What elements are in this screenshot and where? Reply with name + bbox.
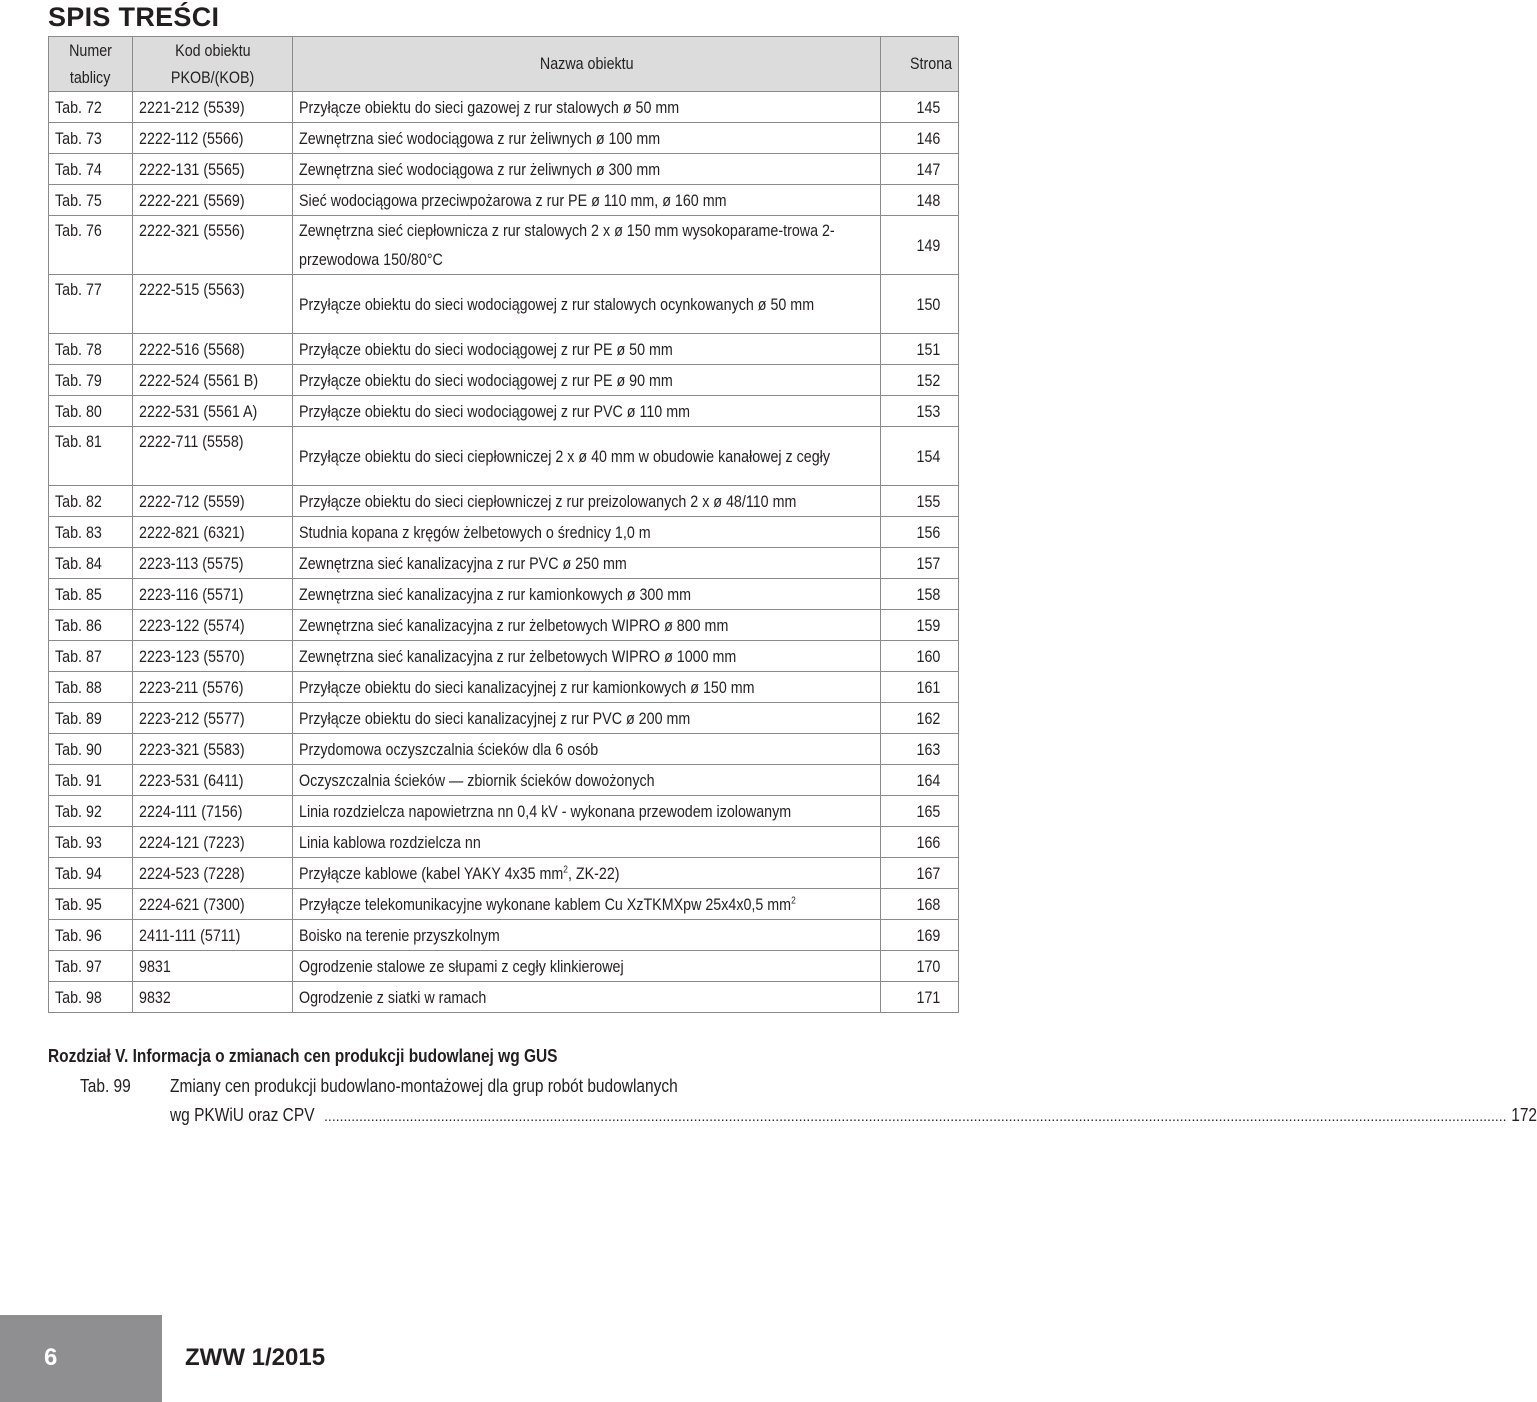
cell-kod: 2222-515 (5563) (133, 275, 293, 334)
table-row (49, 951, 959, 982)
cell-strona: 164 (881, 765, 959, 796)
cell-nazwa: Zewnętrzna sieć kanalizacyjna z rur żelbetowych WIPRO ø 800 mm (293, 610, 881, 641)
table-row (49, 641, 959, 672)
cell-nazwa: Zewnętrzna sieć wodociągowa z rur żeliwnych ø 100 mm (293, 123, 881, 154)
header-strona: Strona (881, 37, 959, 92)
cell-tab: Tab. 76 (49, 216, 133, 275)
cell-nazwa: Linia kablowa rozdzielcza nn (293, 827, 881, 858)
cell-nazwa: Przyłącze obiektu do sieci kanalizacyjnej z rur kamionkowych ø 150 mm (293, 672, 881, 703)
cell-strona: 145 (881, 92, 959, 123)
table-row (49, 610, 959, 641)
cell-kod: 2222-712 (5559) (133, 486, 293, 517)
table-row (49, 334, 959, 365)
cell-nazwa: Sieć wodociągowa przeciwpożarowa z rur PE ø 110 mm, ø 160 mm (293, 185, 881, 216)
cell-nazwa: Przydomowa oczyszczalnia ścieków dla 6 osób (293, 734, 881, 765)
cell-nazwa: Zewnętrzna sieć kanalizacyjna z rur PVC ø 250 mm (293, 548, 881, 579)
cell-strona: 147 (881, 154, 959, 185)
cell-nazwa: Zewnętrzna sieć kanalizacyjna z rur żelbetowych WIPRO ø 1000 mm (293, 641, 881, 672)
cell-tab: Tab. 81 (49, 427, 133, 486)
table-row (49, 920, 959, 951)
cell-strona: 159 (881, 610, 959, 641)
cell-strona: 170 (881, 951, 959, 982)
cell-kod: 2224-121 (7223) (133, 827, 293, 858)
cell-strona: 146 (881, 123, 959, 154)
cell-kod: 2223-113 (5575) (133, 548, 293, 579)
cell-kod: 2221-212 (5539) (133, 92, 293, 123)
table-row (49, 92, 959, 123)
cell-strona: 160 (881, 641, 959, 672)
cell-tab: Tab. 83 (49, 517, 133, 548)
header-kod (133, 37, 293, 92)
cell-strona: 153 (881, 396, 959, 427)
cell-strona: 169 (881, 920, 959, 951)
toc-table (48, 36, 959, 1013)
table-row (49, 672, 959, 703)
cell-tab: Tab. 97 (49, 951, 133, 982)
cell-tab: Tab. 79 (49, 365, 133, 396)
cell-nazwa: Przyłącze obiektu do sieci kanalizacyjnej z rur PVC ø 200 mm (293, 703, 881, 734)
cell-kod: 2223-122 (5574) (133, 610, 293, 641)
cell-tab: Tab. 92 (49, 796, 133, 827)
table-row (49, 154, 959, 185)
cell-strona: 149 (881, 216, 959, 275)
table-row (49, 123, 959, 154)
cell-strona: 162 (881, 703, 959, 734)
cell-tab: Tab. 80 (49, 396, 133, 427)
cell-strona: 168 (881, 889, 959, 920)
cell-strona: 166 (881, 827, 959, 858)
cell-tab: Tab. 86 (49, 610, 133, 641)
cell-nazwa: Przyłącze kablowe (kabel YAKY 4x35 $mm^2$, ZK-22) (293, 858, 881, 889)
cell-strona: 163 (881, 734, 959, 765)
cell-nazwa: Zewnętrzna sieć ciepłownicza z rur stalowych 2 x ø 150 mm wysokoparame-trowa 2-przewodowa 150/80°C (293, 216, 881, 275)
table-row (49, 548, 959, 579)
cell-nazwa: Studnia kopana z kręgów żelbetowych o średnicy 1,0 m (293, 517, 881, 548)
table-row (49, 982, 959, 1013)
cell-kod: 2224-621 (7300) (133, 889, 293, 920)
footer-page-box (0, 1315, 162, 1402)
cell-tab: Tab. 91 (49, 765, 133, 796)
cell-strona: 161 (881, 672, 959, 703)
header-nazwa: Nazwa obiektu (293, 37, 881, 92)
toc-header-row (49, 37, 959, 92)
cell-tab: Tab. 75 (49, 185, 133, 216)
header-kod-line1: Kod obiektu (174, 41, 251, 60)
cell-kod: 2223-212 (5577) (133, 703, 293, 734)
cell-kod: 2222-531 (5561 A) (133, 396, 293, 427)
cell-nazwa: Ogrodzenie stalowe ze słupami z cegły klinkierowej (293, 951, 881, 982)
cell-kod: 2223-531 (6411) (133, 765, 293, 796)
cell-strona: 156 (881, 517, 959, 548)
cell-tab: Tab. 95 (49, 889, 133, 920)
table-row (49, 396, 959, 427)
table-row (49, 858, 959, 889)
cell-tab: Tab. 96 (49, 920, 133, 951)
cell-nazwa: Zewnętrzna sieć kanalizacyjna z rur kamionkowych ø 300 mm (293, 579, 881, 610)
cell-kod: 2223-321 (5583) (133, 734, 293, 765)
chapter-entry-line1: Zmiany cen produkcji budowlano-montażowej dla grup robót budowlanych (170, 1076, 678, 1096)
header-kod-line2: PKOB/(KOB) (170, 68, 255, 87)
cell-tab: Tab. 82 (49, 486, 133, 517)
cell-kod: 2223-211 (5576) (133, 672, 293, 703)
table-row (49, 734, 959, 765)
cell-nazwa: Przyłącze obiektu do sieci wodociągowej z rur PE ø 50 mm (293, 334, 881, 365)
toc-body (49, 92, 959, 1013)
cell-strona: 171 (881, 982, 959, 1013)
cell-tab: Tab. 85 (49, 579, 133, 610)
cell-tab: Tab. 74 (49, 154, 133, 185)
chapter-entry-line2 (170, 1105, 1537, 1126)
cell-nazwa: Przyłącze telekomunikacyjne wykonane kablem Cu XzTKMXpw 25x4x0,5 $mm^2$ (293, 889, 881, 920)
cell-strona: 157 (881, 548, 959, 579)
cell-nazwa: Przyłącze obiektu do sieci ciepłowniczej z rur preizolowanych 2 x ø 48/110 mm (293, 486, 881, 517)
cell-tab: Tab. 78 (49, 334, 133, 365)
cell-kod: 2222-131 (5565) (133, 154, 293, 185)
cell-nazwa: Zewnętrzna sieć wodociągowa z rur żeliwnych ø 300 mm (293, 154, 881, 185)
page-title: SPIS TREŚCI (48, 2, 220, 32)
table-row (49, 827, 959, 858)
cell-tab: Tab. 88 (49, 672, 133, 703)
table-row (49, 703, 959, 734)
table-row (49, 765, 959, 796)
cell-strona: 158 (881, 579, 959, 610)
cell-kod: 2222-524 (5561 B) (133, 365, 293, 396)
cell-strona: 152 (881, 365, 959, 396)
cell-nazwa: Oczyszczalnia ścieków — zbiornik ścieków dowożonych (293, 765, 881, 796)
cell-kod: 2222-112 (5566) (133, 123, 293, 154)
table-row (49, 365, 959, 396)
cell-strona: 150 (881, 275, 959, 334)
footer-page-number: 6 (44, 1344, 58, 1371)
cell-kod: 2222-821 (6321) (133, 517, 293, 548)
cell-strona: 167 (881, 858, 959, 889)
cell-strona: 155 (881, 486, 959, 517)
cell-kod: 2222-221 (5569) (133, 185, 293, 216)
chapter-entry-page: 172 (1510, 1105, 1537, 1125)
cell-kod: 9832 (133, 982, 293, 1013)
table-row (49, 889, 959, 920)
header-numer-line2: tablicy (70, 68, 111, 87)
cell-tab: Tab. 98 (49, 982, 133, 1013)
cell-kod: 2223-116 (5571) (133, 579, 293, 610)
footer-publication: ZWW 1/2015 (185, 1344, 326, 1371)
header-numer-line1: Numer (69, 41, 112, 60)
chapter-entry-text: wg PKWiU oraz CPV (170, 1105, 315, 1125)
cell-nazwa: Przyłącze obiektu do sieci wodociągowej z rur PVC ø 110 mm (293, 396, 881, 427)
cell-strona: 165 (881, 796, 959, 827)
cell-strona: 151 (881, 334, 959, 365)
cell-kod: 2411-111 (5711) (133, 920, 293, 951)
table-row (49, 185, 959, 216)
chapter-heading: Rozdział V. Informacja o zmianach cen produkcji budowlanej wg GUS (48, 1046, 558, 1066)
table-row (49, 517, 959, 548)
cell-kod: 2224-523 (7228) (133, 858, 293, 889)
table-row (49, 579, 959, 610)
cell-tab: Tab. 90 (49, 734, 133, 765)
cell-strona: 154 (881, 427, 959, 486)
cell-nazwa: Ogrodzenie z siatki w ramach (293, 982, 881, 1013)
cell-nazwa: Linia rozdzielcza napowietrzna nn 0,4 kV - wykonana przewodem izolowanym (293, 796, 881, 827)
cell-nazwa: Boisko na terenie przyszkolnym (293, 920, 881, 951)
cell-nazwa: Przyłącze obiektu do sieci ciepłowniczej 2 x ø 40 mm w obudowie kanałowej z cegły (293, 427, 881, 486)
cell-nazwa: Przyłącze obiektu do sieci gazowej z rur stalowych ø 50 mm (293, 92, 881, 123)
cell-kod: 2222-321 (5556) (133, 216, 293, 275)
header-numer (49, 37, 133, 92)
table-row (49, 427, 959, 486)
cell-kod: 2223-123 (5570) (133, 641, 293, 672)
leader-dots: ................................................................................................................................................................................................................................................................................................................ (324, 1108, 1507, 1124)
cell-strona: 148 (881, 185, 959, 216)
cell-kod: 9831 (133, 951, 293, 982)
cell-nazwa: Przyłącze obiektu do sieci wodociągowej z rur stalowych ocynkowanych ø 50 mm (293, 275, 881, 334)
cell-tab: Tab. 77 (49, 275, 133, 334)
cell-tab: Tab. 73 (49, 123, 133, 154)
table-row (49, 216, 959, 275)
cell-tab: Tab. 72 (49, 92, 133, 123)
cell-kod: 2222-711 (5558) (133, 427, 293, 486)
cell-tab: Tab. 87 (49, 641, 133, 672)
table-row (49, 275, 959, 334)
table-row (49, 486, 959, 517)
cell-tab: Tab. 93 (49, 827, 133, 858)
cell-nazwa: Przyłącze obiektu do sieci wodociągowej z rur PE ø 90 mm (293, 365, 881, 396)
chapter-tab-label: Tab. 99 (80, 1076, 131, 1096)
cell-tab: Tab. 89 (49, 703, 133, 734)
table-row (49, 796, 959, 827)
cell-kod: 2224-111 (7156) (133, 796, 293, 827)
cell-tab: Tab. 84 (49, 548, 133, 579)
cell-tab: Tab. 94 (49, 858, 133, 889)
cell-kod: 2222-516 (5568) (133, 334, 293, 365)
